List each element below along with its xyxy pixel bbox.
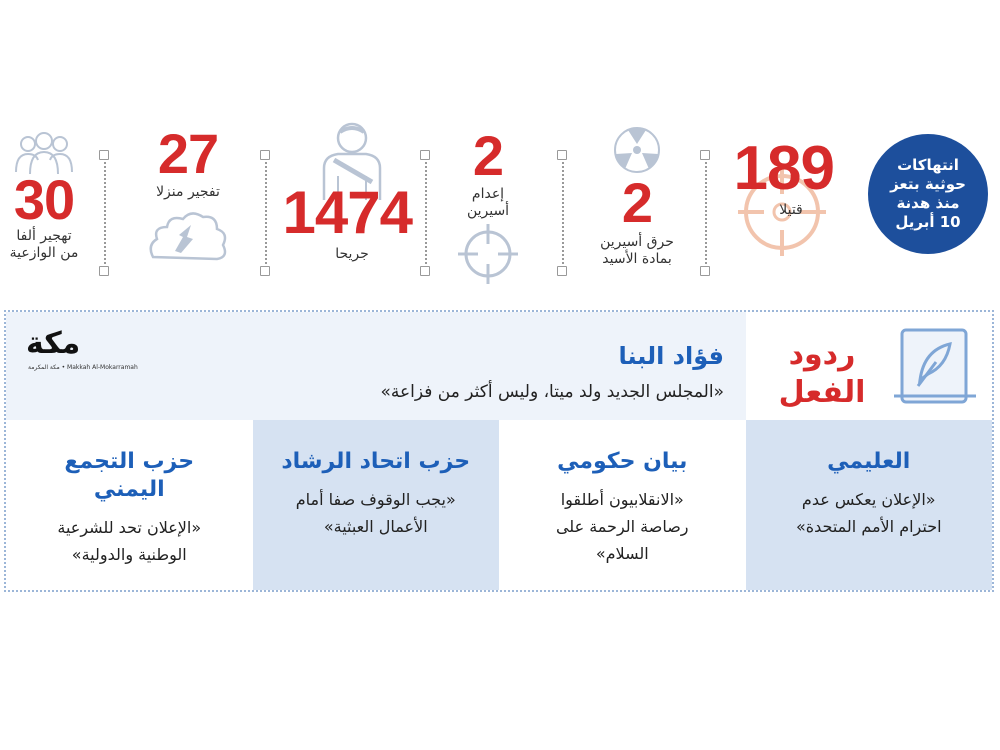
card-quote: «يجب الوقوف صفا أمام الأعمال العبثية» (295, 490, 456, 536)
divider (265, 158, 267, 268)
divider (104, 158, 106, 268)
stat-label: حرق أسيرين بمادة الأسيد (600, 234, 674, 267)
reaction-card (499, 420, 746, 590)
makkah-logo (22, 326, 138, 372)
stats-row (0, 118, 1000, 288)
stat-value: 189 (733, 134, 834, 203)
stat-value: 1474 (282, 179, 412, 246)
reaction-card (6, 420, 253, 590)
divider (705, 158, 707, 268)
reaction-cards (6, 420, 992, 590)
reactions-title: ردود الفعل (778, 337, 866, 410)
logo-subtitle: Makkah Al-Mokarramah • مكة المكرمة (28, 364, 138, 371)
stat-houses (138, 122, 238, 263)
stat-label: إعدام أسيرين (466, 186, 510, 219)
radiation-icon (611, 124, 663, 176)
card-quote: «الانقلابيون أطلقوا رصاصة الرحمة على السلام» (555, 490, 689, 563)
explosion-icon (145, 207, 231, 263)
reaction-card (253, 420, 500, 590)
crosshair-icon (456, 222, 520, 286)
card-quote: «الإعلان تحد للشرعية الوطنية والدولية» (57, 518, 202, 564)
featured-name: فؤاد البنا (618, 342, 724, 370)
card-name: حزب اتحاد الرشاد (281, 449, 471, 474)
stat-displaced (4, 132, 84, 262)
stat-value: 2 (621, 171, 653, 234)
stat-label: قتيلا (779, 202, 803, 218)
document-quill-icon (892, 326, 978, 406)
reaction-card (746, 420, 993, 590)
stat-label: جريحا (335, 246, 369, 262)
divider (425, 158, 427, 268)
stat-value: 2 (472, 124, 504, 187)
stat-burned (582, 124, 692, 268)
stat-value: 30 (13, 168, 75, 231)
stat-label: تهجير ألفا من الوازعية (9, 228, 79, 261)
logo-text: مكة (26, 326, 81, 361)
stat-injured (282, 120, 412, 263)
card-quote: «الإعلان يعكس عدم احترام الأمم المتحدة» (795, 490, 942, 536)
divider (562, 158, 564, 268)
featured-reaction (6, 312, 746, 420)
stat-killed (733, 134, 834, 219)
header-title-circle: انتهاكات حوثية بتعز منذ هدنة 10 أبريل (868, 134, 988, 254)
featured-quote: «المجلس الجديد ولد ميتا، وليس أكثر من فزاعة» (380, 382, 724, 402)
stat-label: تفجير منزلا (156, 184, 220, 200)
card-name: حزب التجمع اليمني (64, 449, 195, 502)
card-name: العليمي (827, 449, 911, 474)
reactions-panel (4, 310, 994, 592)
stat-executed (440, 124, 536, 286)
stat-value: 27 (157, 122, 219, 185)
card-name: بيان حكومي (557, 449, 688, 474)
